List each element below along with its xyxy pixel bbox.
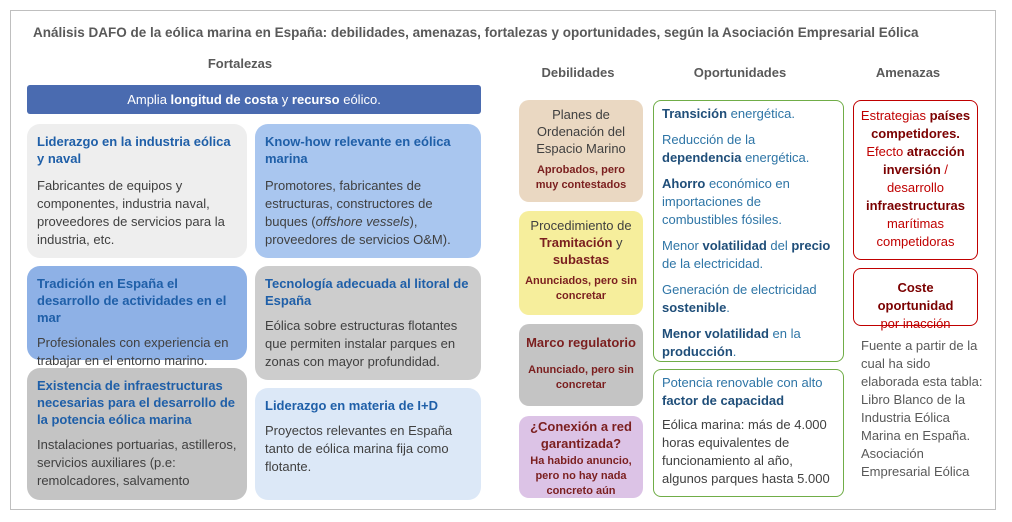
amenaza-box: Estrategias países competidores. Efecto atracción inversión / desarrollo infraestructuras marítimas competidoras [853,100,978,260]
fortaleza-card [27,266,247,368]
fortaleza-card [255,266,481,380]
oportunidades-box [653,100,844,362]
debilidad-main: Marco regulatorio [526,335,636,350]
fortaleza-body: Proyectos relevantes en España tanto de eólica marina fija como flotante. [265,423,453,474]
header-amenazas: Amenazas [875,65,941,80]
oportunidad-item: Reducción de la dependencia energética. [662,132,810,165]
oportunidades-box-capacidad [653,369,844,497]
debilidad-box [519,100,643,202]
oportunidad-item: Potencia renovable con alto factor de capacidad [662,375,823,408]
fortaleza-card [255,124,481,258]
fortalezas-banner: Amplia longitud de costa y recurso eólico. [27,85,481,114]
debilidad-box [519,416,643,498]
fortaleza-body: Eólica sobre estructuras flotantes que permiten instalar parques en zonas con mayor profundidad. [265,318,458,369]
header-oportunidades: Oportunidades [693,65,787,80]
oportunidad-item: Transición energética. [662,106,795,121]
oportunidad-item: Ahorro económico en importaciones de combustibles fósiles. [662,176,790,227]
fortaleza-title: Tradición en España el desarrollo de actividades en el mar [37,276,227,325]
oportunidad-detail: Eólica marina: más de 4.000 horas equivalentes de funcionamiento al año, algunos parques hasta 5.000 [662,417,830,486]
debilidad-main: ¿Conexión a red garantizada? [530,419,632,451]
fortaleza-card [27,124,247,258]
debilidad-sub: Anunciados, pero sin concretar [525,275,637,302]
fortaleza-title: Liderazgo en la industria eólica y naval [37,134,231,166]
header-fortalezas: Fortalezas [207,56,273,71]
oportunidad-item: Menor volatilidad del precio de la electricidad. [662,238,831,271]
debilidad-main: Procedimiento de Tramitación y subastas [530,218,632,267]
amenaza-title: Coste oportunidad [877,280,954,313]
amenaza-box [853,268,978,331]
fortaleza-body: Promotores, fabricantes de estructuras, constructores de buques (offshore vessels), proveedores de servicios O&M). [265,178,451,247]
oportunidad-item: Generación de electricidad sostenible. [662,282,817,315]
fortaleza-body: Instalaciones portuarias, astilleros, servicios auxiliares (p.e: remolcadores, salvamento [37,437,237,488]
fortaleza-card [255,388,481,500]
debilidad-box [519,324,643,406]
fortaleza-card [27,368,247,500]
fortaleza-title: Existencia de infraestructuras necesarias para el desarrollo de la potencia eólica marina [37,378,235,427]
amenaza-sub: por inacción [880,316,951,331]
header-debilidades: Debilidades [541,65,615,80]
fortaleza-title: Liderazgo en materia de I+D [265,398,439,413]
debilidad-box [519,211,643,315]
oportunidad-item: Menor volatilidad en la producción. [662,326,801,359]
debilidad-sub: Aprobados, pero muy contestados [535,164,627,191]
source-note: Fuente a partir de la cual ha sido elaborada esta tabla: Libro Blanco de la Industria Eólica Marina en España. Asociación Empresarial Eólica [861,338,983,479]
fortaleza-body: Profesionales con experiencia en trabajar en el entorno marino. [37,335,229,368]
fortaleza-title: Know-how relevante en eólica marina [265,134,451,166]
debilidad-sub: Anunciado, pero sin concretar [528,364,634,391]
diagram-title: Análisis DAFO de la eólica marina en España: debilidades, amenazas, fortalezas y oportunidades, según la Asociación Empresarial Eólica [33,25,919,40]
debilidad-main: Planes de Ordenación del Espacio Marino [536,107,626,156]
fortaleza-body: Fabricantes de equipos y componentes, industria naval, proveedores de servicios para la industria, etc. [37,178,225,247]
debilidad-sub: Ha habido anuncio, pero no hay nada concreto aún [530,455,632,497]
fortaleza-title: Tecnología adecuada al litoral de España [265,276,469,308]
